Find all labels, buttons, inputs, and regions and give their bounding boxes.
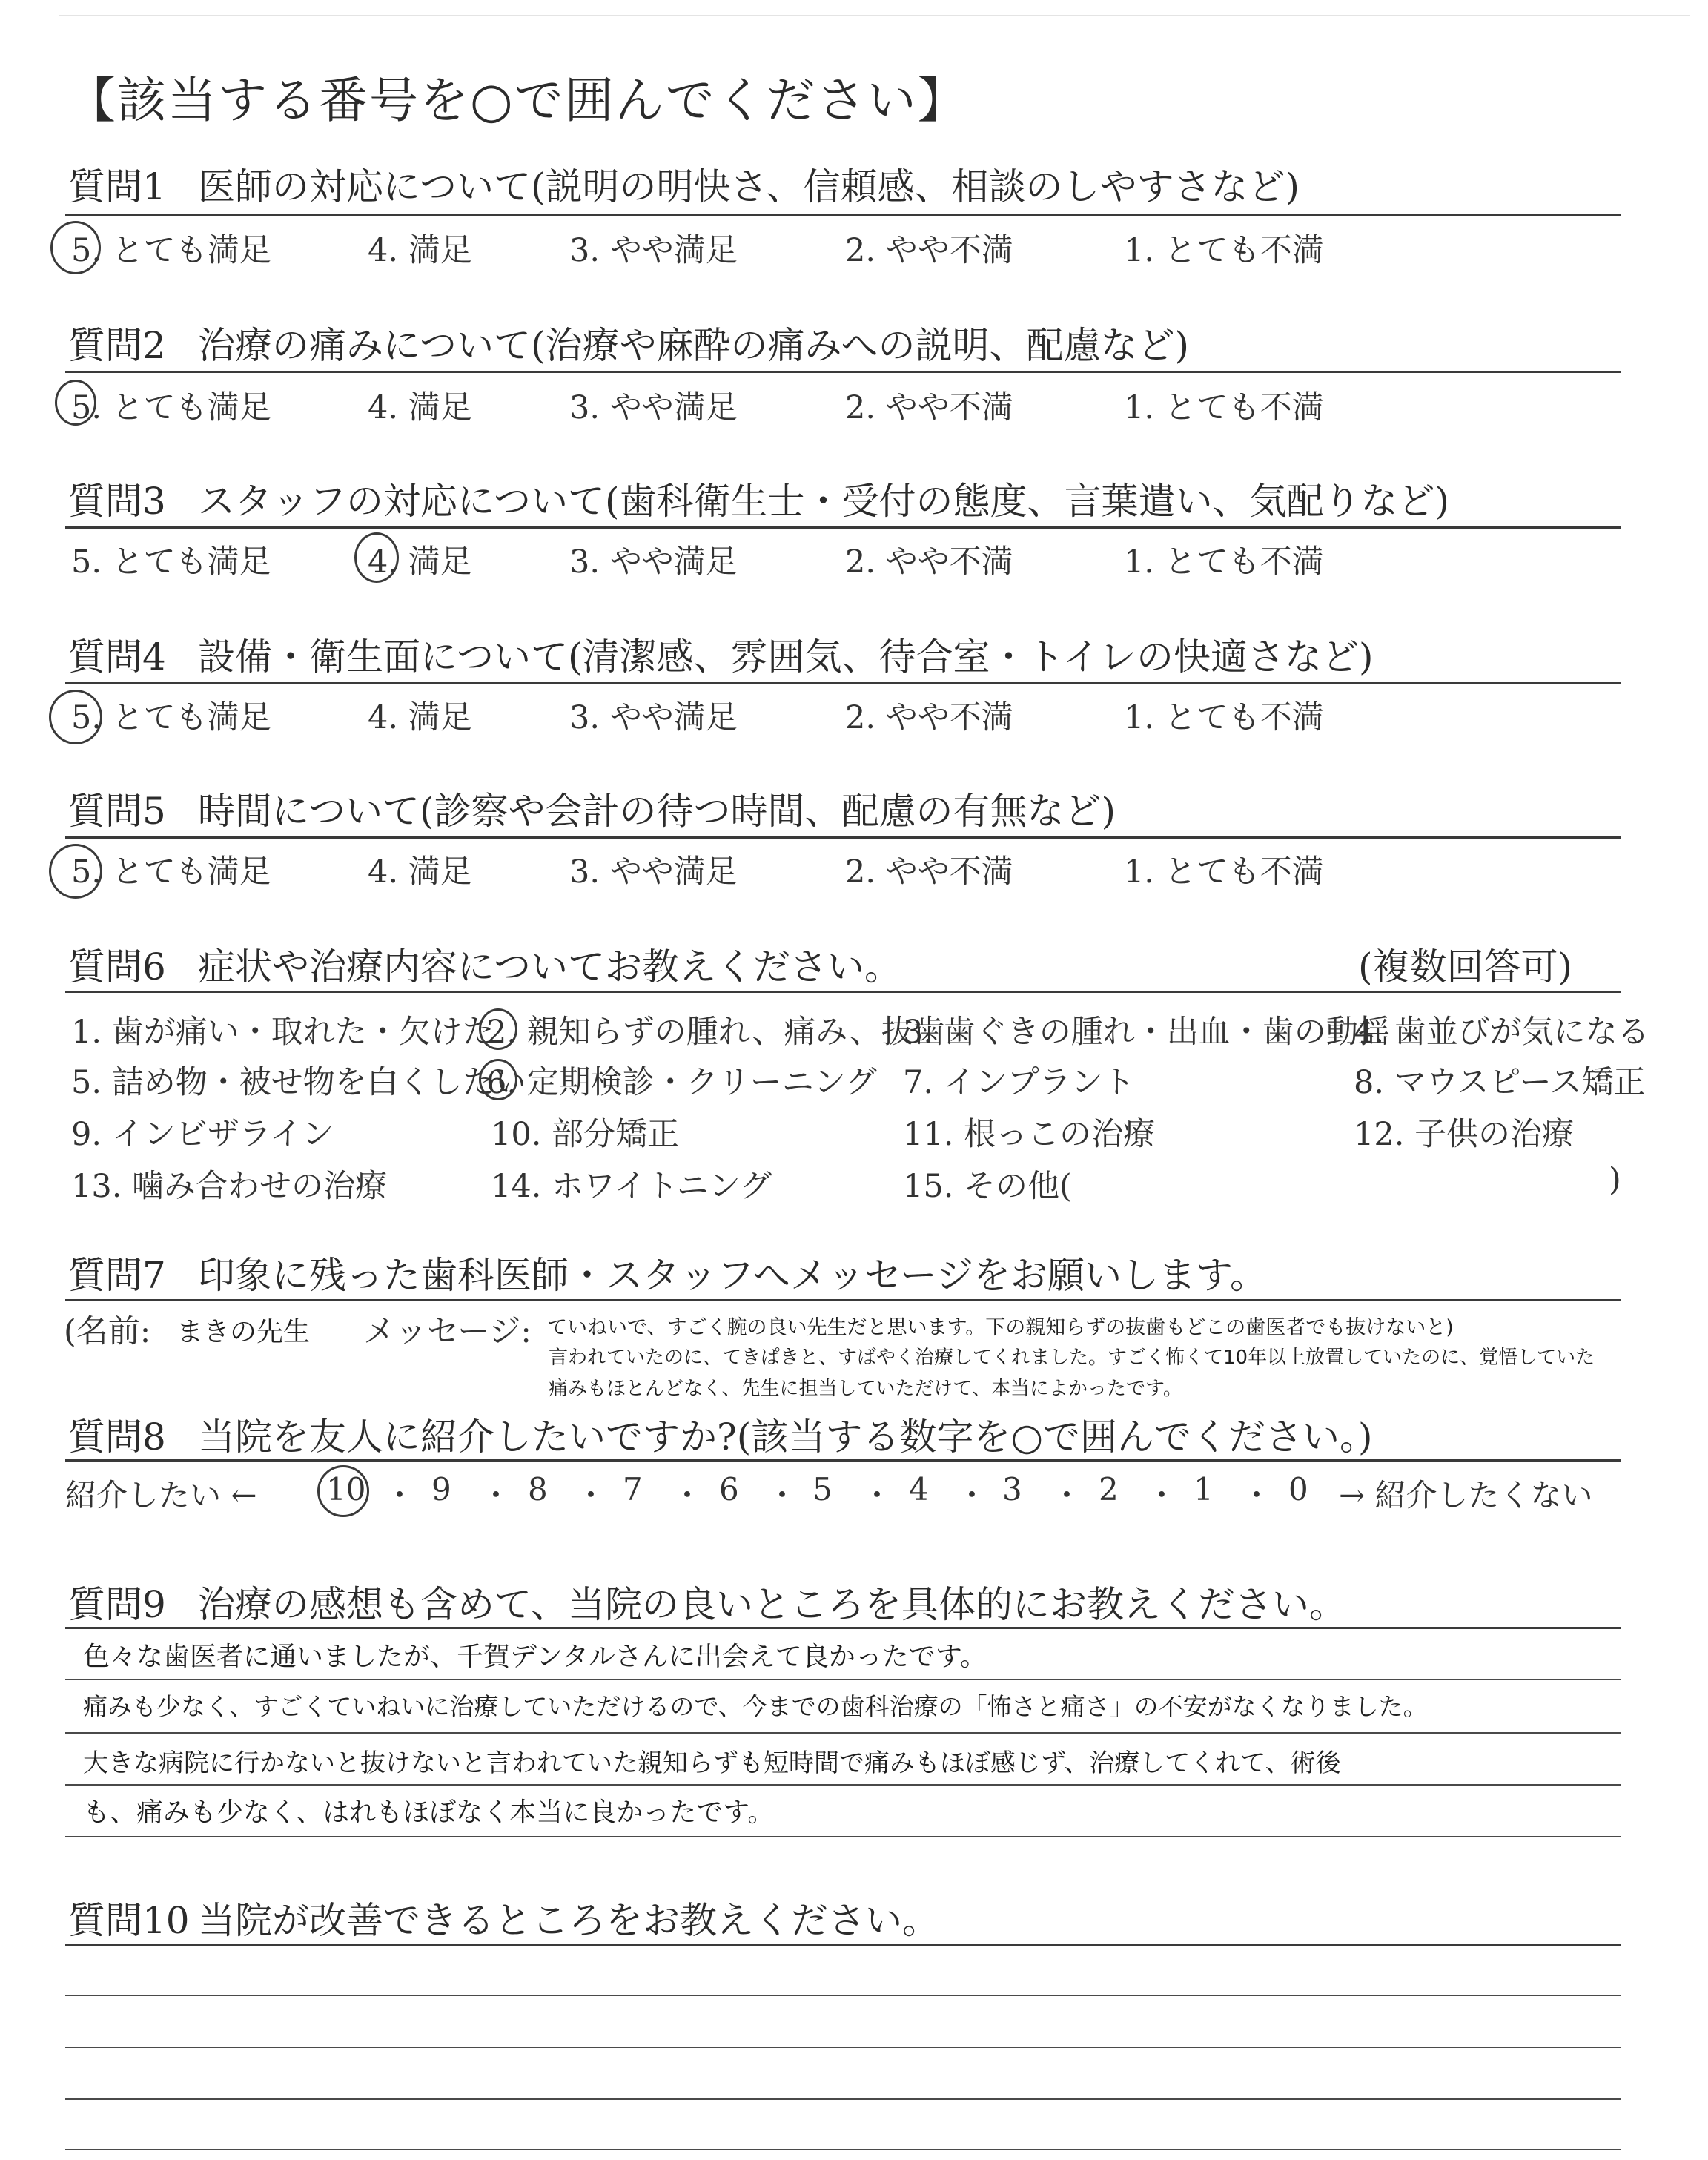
- question-7-heading: [68, 1246, 1267, 1299]
- q9-answer-line-4: も、痛みも少なく、はれもほぼなく本当に良かったです。: [83, 1797, 775, 1828]
- question-1-heading: [68, 157, 1300, 211]
- q1-option-4[interactable]: 4. 満足: [368, 232, 472, 269]
- question-number: 質問5: [68, 790, 166, 833]
- scale-left-label: 紹介したい ←: [65, 1477, 257, 1513]
- message-line-3: 痛みもほとんどなく、先生に担当していただけて、本当によかったです。: [549, 1378, 1182, 1400]
- q9-answer-line-1: 色々な歯医者に通いましたが、千賀デンタルさんに出会えて良かったです。: [83, 1642, 987, 1672]
- question-title: 当院を友人に紹介したいですか?(該当する数字を○で囲んでください。): [198, 1416, 1373, 1459]
- q1-option-3[interactable]: 3. やや満足: [569, 232, 738, 269]
- form-header: 【該当する番号を○で囲んでください】: [67, 72, 968, 129]
- question-9-rule: [65, 1627, 1621, 1629]
- question-2-heading: [68, 316, 1189, 369]
- question-10-heading: [68, 1891, 939, 1944]
- q1-option-5[interactable]: 5. とても満足: [71, 232, 271, 269]
- q6-option-11[interactable]: 11. 根っこの治療: [903, 1116, 1156, 1153]
- scan-edge: [59, 15, 1690, 16]
- question-title: 当院が改善できるところをお教えください。: [198, 1899, 939, 1942]
- scale-9[interactable]: 9: [431, 1471, 451, 1507]
- q6-selection-circle-6: [479, 1059, 517, 1100]
- scale-dot: ・: [1051, 1477, 1083, 1513]
- q2-option-4[interactable]: 4. 満足: [368, 389, 472, 426]
- scale-dot: ・: [767, 1477, 798, 1513]
- scale-2[interactable]: 2: [1099, 1471, 1119, 1507]
- scale-right-label: → 紹介したくない: [1339, 1477, 1593, 1513]
- message-label: メッセージ:: [363, 1313, 532, 1350]
- question-number: 質問10: [68, 1899, 190, 1942]
- q6-option-13[interactable]: 13. 噛み合わせの治療: [71, 1168, 388, 1205]
- answer-line: [65, 1836, 1621, 1837]
- q2-option-2[interactable]: 2. やや不満: [845, 389, 1013, 426]
- q4-selection-circle: [49, 690, 102, 744]
- question-title: 医師の対応について(説明の明快さ、信頼感、相談のしやすさなど): [198, 165, 1300, 208]
- message-line-1: ていねいで、すごく腕の良い先生だと思います。下の親知らずの抜歯もどこの歯医者でも抜けないと): [547, 1316, 1454, 1339]
- q3-option-5[interactable]: 5. とても満足: [71, 544, 271, 581]
- q6-option-1[interactable]: 1. 歯が痛い・取れた・欠けた: [71, 1014, 494, 1051]
- q6-option-2[interactable]: 2. 親知らずの腫れ、痛み、抜歯: [486, 1014, 945, 1051]
- q3-option-4[interactable]: 4. 満足: [368, 544, 472, 581]
- question-8-rule: [65, 1459, 1621, 1462]
- q6-option-7[interactable]: 7. インプラント: [903, 1064, 1135, 1101]
- scale-8[interactable]: 8: [528, 1471, 548, 1507]
- question-number: 質問9: [68, 1583, 166, 1626]
- q2-selection-circle: [55, 380, 96, 426]
- scale-dot: ・: [1241, 1477, 1273, 1513]
- message-line-2: 言われていたのに、てきぱきと、すばやく治療してくれました。すごく怖くて10年以上放置していたのに、覚悟していた: [549, 1347, 1595, 1369]
- answer-line: [65, 1784, 1621, 1786]
- q5-option-5[interactable]: 5. とても満足: [71, 853, 271, 891]
- q5-option-1[interactable]: 1. とても不満: [1124, 853, 1324, 891]
- question-6-rule: [65, 991, 1621, 993]
- q5-option-3[interactable]: 3. やや満足: [569, 853, 738, 891]
- doctor-name-handwritten: まきの先生: [176, 1317, 311, 1347]
- question-4-rule: [65, 682, 1621, 684]
- q9-answer-line-3: 大きな病院に行かないと抜けないと言われていた親知らずも短時間で痛みもほぼ感じず、治療してくれて、術後: [83, 1748, 1341, 1778]
- q4-option-4[interactable]: 4. 満足: [368, 699, 472, 736]
- question-1-rule: [65, 214, 1621, 216]
- scale-7[interactable]: 7: [623, 1471, 643, 1507]
- scale-0[interactable]: 0: [1288, 1471, 1308, 1507]
- q1-selection-circle: [50, 221, 101, 274]
- q6-option-14[interactable]: 14. ホワイトニング: [491, 1168, 772, 1205]
- q8-selection-circle: [317, 1465, 369, 1517]
- scale-dot: ・: [480, 1477, 512, 1513]
- answer-line: [65, 1995, 1621, 1996]
- q5-option-2[interactable]: 2. やや不満: [845, 853, 1013, 891]
- question-number: 質問3: [68, 480, 166, 523]
- question-number: 質問7: [68, 1254, 166, 1297]
- q3-selection-circle: [354, 532, 399, 583]
- question-number: 質問4: [68, 635, 166, 678]
- scale-4[interactable]: 4: [909, 1471, 929, 1507]
- q4-option-3[interactable]: 3. やや満足: [569, 699, 738, 736]
- question-6-heading: [68, 937, 901, 991]
- answer-line: [65, 2149, 1621, 2150]
- question-number: 質問6: [68, 945, 166, 988]
- q6-option-15-close: ): [1609, 1161, 1621, 1198]
- scale-dot: ・: [861, 1477, 893, 1513]
- q1-option-2[interactable]: 2. やや不満: [845, 232, 1013, 269]
- scale-3[interactable]: 3: [1002, 1471, 1022, 1507]
- scale-1[interactable]: 1: [1194, 1471, 1214, 1507]
- question-number: 質問8: [68, 1416, 166, 1459]
- question-9-heading: [68, 1575, 1346, 1628]
- q6-option-9[interactable]: 9. インビザライン: [71, 1116, 334, 1153]
- question-title: 症状や治療内容についてお教えください。: [198, 945, 901, 988]
- q3-option-3[interactable]: 3. やや満足: [569, 544, 738, 581]
- question-title: スタッフの対応について(歯科衛生士・受付の態度、言葉遣い、気配りなど): [198, 480, 1450, 523]
- question-title: 設備・衛生面について(清潔感、雰囲気、待合室・トイレの快適さなど): [198, 635, 1374, 678]
- q2-option-5[interactable]: 5. とても満足: [71, 389, 271, 426]
- scale-dot: ・: [956, 1477, 988, 1513]
- q5-option-4[interactable]: 4. 満足: [368, 853, 472, 891]
- question-10-rule: [65, 1944, 1621, 1946]
- question-title: 治療の感想も含めて、当院の良いところを具体的にお教えください。: [198, 1583, 1346, 1626]
- question-7-rule: [65, 1299, 1621, 1301]
- answer-line: [65, 2098, 1621, 2100]
- q6-option-8[interactable]: 8. マウスピース矯正: [1354, 1064, 1646, 1101]
- q9-answer-line-2: 痛みも少なく、すごくていねいに治療していただけるので、今までの歯科治療の「怖さと痛さ」の不安がなくなりました。: [83, 1692, 1428, 1721]
- question-title: 時間について(診察や会計の待つ時間、配慮の有無など): [198, 790, 1116, 833]
- q4-option-2[interactable]: 2. やや不満: [845, 699, 1013, 736]
- q6-option-3[interactable]: 3. 歯ぐきの腫れ・出血・歯の動揺: [903, 1014, 1390, 1051]
- q2-option-3[interactable]: 3. やや満足: [569, 389, 738, 426]
- answer-line: [65, 1679, 1621, 1680]
- question-3-rule: [65, 526, 1621, 529]
- q4-option-5[interactable]: 5. とても満足: [71, 699, 271, 736]
- q2-option-1[interactable]: 1. とても不満: [1124, 389, 1324, 426]
- q6-selection-circle-2: [479, 1008, 517, 1050]
- question-title: 治療の痛みについて(治療や麻酔の痛みへの説明、配慮など): [198, 324, 1190, 367]
- q3-option-2[interactable]: 2. やや不満: [845, 544, 1013, 581]
- q4-option-1[interactable]: 1. とても不満: [1124, 699, 1324, 736]
- scale-dot: ・: [575, 1477, 607, 1513]
- answer-line: [65, 2047, 1621, 2048]
- q6-option-5[interactable]: 5. 詰め物・被せ物を白くしたい: [71, 1064, 526, 1101]
- scale-dot: ・: [672, 1477, 704, 1513]
- question-5-rule: [65, 836, 1621, 839]
- q6-option-4[interactable]: 4. 歯並びが気になる: [1354, 1014, 1649, 1051]
- q6-option-10[interactable]: 10. 部分矯正: [491, 1116, 680, 1153]
- scale-dot: ・: [1146, 1477, 1178, 1513]
- q3-option-1[interactable]: 1. とても不満: [1124, 544, 1324, 581]
- q6-option-15[interactable]: 15. その他(: [903, 1168, 1072, 1205]
- name-label: (名前:: [64, 1313, 151, 1350]
- question-number: 質問2: [68, 324, 166, 367]
- question-3-heading: [68, 472, 1449, 525]
- scale-dot: ・: [384, 1477, 416, 1513]
- scale-10[interactable]: 10: [326, 1471, 366, 1507]
- q6-option-6[interactable]: 6. 定期検診・クリーニング: [486, 1064, 877, 1101]
- question-title: 印象に残った歯科医師・スタッフへメッセージをお願いします。: [198, 1254, 1267, 1297]
- question-2-rule: [65, 371, 1621, 373]
- q6-option-12[interactable]: 12. 子供の治療: [1354, 1116, 1575, 1153]
- question-number: 質問1: [68, 165, 166, 208]
- q5-selection-circle: [49, 844, 102, 899]
- answer-line: [65, 1732, 1621, 1734]
- scale-6[interactable]: 6: [719, 1471, 739, 1507]
- question-5-heading: [68, 782, 1116, 835]
- scale-5[interactable]: 5: [812, 1471, 833, 1507]
- question-8-heading: [68, 1407, 1372, 1461]
- question-4-heading: [68, 627, 1374, 681]
- multiple-answers-note: (複数回答可): [1358, 945, 1573, 988]
- q1-option-1[interactable]: 1. とても不満: [1124, 232, 1324, 269]
